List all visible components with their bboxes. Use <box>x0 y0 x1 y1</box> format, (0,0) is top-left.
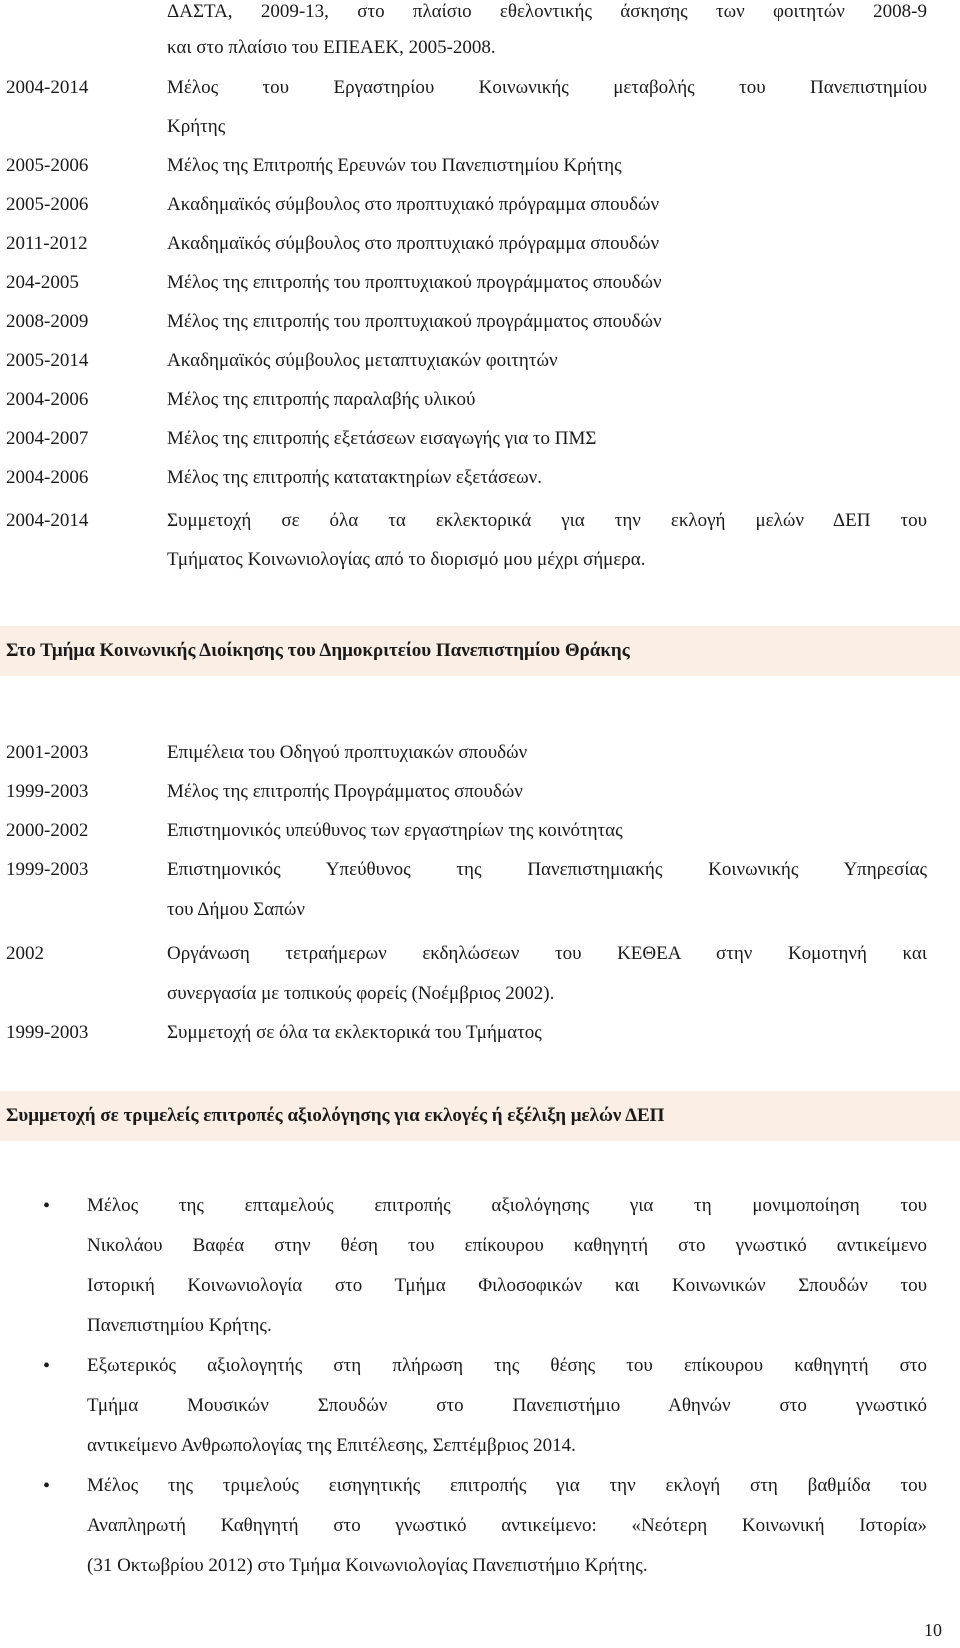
entry-year: 1999-2003 <box>6 1022 89 1043</box>
bullet-icon: • <box>43 1195 51 1217</box>
entry-row-continued <box>0 107 960 147</box>
entry-text: Ακαδημαϊκός σύμβουλος μεταπτυχιακών φοιτητών <box>167 350 558 371</box>
entry-year: 2004-2007 <box>6 428 89 449</box>
entry-year: 1999-2003 <box>6 859 89 880</box>
entry-year: 2005-2006 <box>6 155 89 176</box>
entry-text: Μέλος της επιτροπής εξετάσεων εισαγωγής για το ΠΜΣ <box>167 428 597 449</box>
entry-row <box>0 341 960 381</box>
page-number: 10 <box>924 1620 942 1640</box>
bullet-icon: • <box>43 1355 51 1377</box>
entry-row <box>0 733 960 773</box>
entry-row <box>0 419 960 459</box>
entry-year: 2004-2014 <box>6 510 89 531</box>
entry-text: Επιστημονικός Υπεύθυνος της Πανεπιστημιακής Κοινωνικής Υπηρεσίας <box>167 859 927 880</box>
bullet-line: Αναπληρωτή Καθηγητή στο γνωστικό αντικείμενο: «Νεότερη Κοινωνική Ιστορία» <box>87 1515 927 1536</box>
entry-row <box>0 380 960 420</box>
entry-year: 1999-2003 <box>6 781 89 802</box>
bullet-line: Νικολάου Βαφέα στην θέση του επίκουρου καθηγητή στο γνωστικό αντικείμενο <box>87 1235 927 1256</box>
entry-text: Μέλος της επιτροπής Προγράμματος σπουδών <box>167 781 523 802</box>
entry-row <box>0 68 960 108</box>
entry-text: Οργάνωση τετραήμερων εκδηλώσεων του ΚΕΘΕΑ στην Κομοτηνή και <box>167 943 927 964</box>
entry-text: Μέλος της επιτροπής του προπτυχιακού προγράμματος σπουδών <box>167 311 662 332</box>
bullet-icon: • <box>43 1475 51 1497</box>
entry-row <box>0 1013 960 1053</box>
entry-row <box>0 772 960 812</box>
entry-row-continued <box>0 974 960 1014</box>
entry-row <box>0 263 960 303</box>
entry-row <box>0 185 960 225</box>
entry-year: 2000-2002 <box>6 820 89 841</box>
entry-text: Μέλος της επιτροπής παραλαβής υλικού <box>167 389 476 410</box>
bullet-line: Εξωτερικός αξιολογητής στη πλήρωση της θέσης του επίκουρου καθηγητή στο <box>87 1355 927 1376</box>
entry-text: Τμήματος Κοινωνιολογίας από το διορισμό μου μέχρι σήμερα. <box>167 549 646 570</box>
entry-row-continued <box>0 540 960 580</box>
section-heading: Συμμετοχή σε τριμελείς επιτροπές αξιολόγησης για εκλογές ή εξέλιξη μελών ΔΕΠ <box>0 1091 960 1141</box>
entry-year: 2002 <box>6 943 44 964</box>
entry-text: Μέλος του Εργαστηρίου Κοινωνικής μεταβολής του Πανεπιστημίου <box>167 77 927 98</box>
entry-year: 204-2005 <box>6 272 79 293</box>
bullet-line: (31 Οκτωβρίου 2012) στο Τμήμα Κοινωνιολογίας Πανεπιστήμιο Κρήτης. <box>87 1555 648 1576</box>
bullet-line: Τμήμα Μουσικών Σπουδών στο Πανεπιστήμιο Αθηνών στο γνωστικό <box>87 1395 927 1416</box>
bullet-line: Πανεπιστημίου Κρήτης. <box>87 1315 272 1336</box>
entry-text: και στο πλαίσιο του ΕΠΕΑΕΚ, 2005-2008. <box>167 37 496 58</box>
entry-text: του Δήμου Σαπών <box>167 899 305 920</box>
entry-year: 2005-2006 <box>6 194 89 215</box>
entry-row <box>0 224 960 264</box>
bullet-line: αντικείμενο Ανθρωπολογίας της Επιτέλεσης, Σεπτέμβριος 2014. <box>87 1435 576 1456</box>
entry-row <box>0 501 960 541</box>
entry-text: Μέλος της επιτροπής του προπτυχιακού προγράμματος σπουδών <box>167 272 662 293</box>
entry-year: 2008-2009 <box>6 311 89 332</box>
entry-row <box>0 811 960 851</box>
entry-text: Μέλος της επιτροπής κατατακτηρίων εξετάσεων. <box>167 467 543 488</box>
entry-text: Μέλος της Επιτροπής Ερευνών του Πανεπιστημίου Κρήτης <box>167 155 622 176</box>
continuation-line <box>0 28 960 68</box>
entry-row <box>0 850 960 890</box>
entry-year: 2004-2006 <box>6 389 89 410</box>
entry-row <box>0 934 960 974</box>
entry-text: Επιστημονικός υπεύθυνος των εργαστηρίων της κοινότητας <box>167 820 623 841</box>
entry-year: 2011-2012 <box>6 233 88 254</box>
entry-text: ΔΑΣΤΑ, 2009-13, στο πλαίσιο εθελοντικής άσκησης των φοιτητών 2008-9 <box>167 1 927 22</box>
entry-text: Κρήτης <box>167 116 226 137</box>
entry-text: Ακαδημαϊκός σύμβουλος στο προπτυχιακό πρόγραμμα σπουδών <box>167 194 660 215</box>
entry-year: 2001-2003 <box>6 742 89 763</box>
entry-text: Συμμετοχή σε όλα τα εκλεκτορικά για την εκλογή μελών ΔΕΠ του <box>167 510 927 531</box>
entry-text: συνεργασία με τοπικούς φορείς (Νοέμβριος 2002). <box>167 983 555 1004</box>
entry-row <box>0 458 960 498</box>
entry-year: 2004-2006 <box>6 467 89 488</box>
entry-year: 2004-2014 <box>6 77 89 98</box>
bullet-line: Μέλος της τριμελούς εισηγητικής επιτροπής για την εκλογή στη βαθμίδα του <box>87 1475 927 1496</box>
entry-text: Επιμέλεια του Οδηγού προπτυχιακών σπουδών <box>167 742 528 763</box>
entry-row <box>0 146 960 186</box>
bullet-line: Ιστορική Κοινωνιολογία στο Τμήμα Φιλοσοφικών και Κοινωνικών Σπουδών του <box>87 1275 927 1296</box>
entry-row <box>0 302 960 342</box>
entry-text: Συμμετοχή σε όλα τα εκλεκτορικά του Τμήματος <box>167 1022 542 1043</box>
entry-text: Ακαδημαϊκός σύμβουλος στο προπτυχιακό πρόγραμμα σπουδών <box>167 233 660 254</box>
entry-row-continued <box>0 890 960 930</box>
section-heading: Στο Τμήμα Κοινωνικής Διοίκησης του Δημοκριτείου Πανεπιστημίου Θράκης <box>0 626 960 676</box>
entry-year: 2005-2014 <box>6 350 89 371</box>
bullet-line: Μέλος της επταμελούς επιτροπής αξιολόγησης για τη μονιμοποίηση του <box>87 1195 927 1216</box>
